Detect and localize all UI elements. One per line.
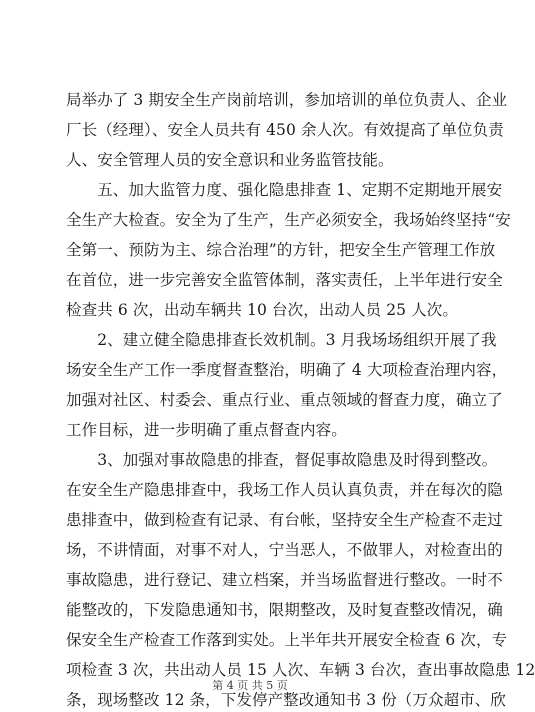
body-line-21: 条，现场整改 12 条，下发停产整改通知书 3 份（万众超市、欣	[66, 691, 506, 709]
body-line-10: 场安全生产工作一季度督查整治，明确了 4 大项检查治理内容，	[66, 361, 508, 379]
body-line-16: 场，不讲情面，对事不对人，宁当恶人，不做罪人，对检查出的	[66, 541, 503, 559]
body-line-13: 3、加强对事故隐患的排查，督促事故隐患及时得到整改。	[66, 451, 498, 469]
body-line-12: 工作目标，进一步明确了重点督查内容。	[66, 421, 347, 439]
body-line-5: 全生产大检查。安全为了生产，生产必须安全，我场始终坚持“安	[66, 211, 511, 229]
body-line-19: 保安全生产检查工作落到实处。上半年共开展安全检查 6 次，专	[66, 631, 508, 649]
body-line-3: 人、安全管理人员的安全意识和业务监管技能。	[66, 151, 394, 169]
body-line-6: 全第一、预防为主、综合治理”的方针，把安全生产管理工作放	[66, 241, 496, 259]
body-line-9: 2、建立健全隐患排查长效机制。3 月我场场组织开展了我	[66, 331, 497, 349]
body-line-7: 在首位，进一步完善安全监管体制，落实责任，上半年进行安全	[66, 271, 503, 289]
body-line-1: 局举办了 3 期安全生产岗前培训，参加培训的单位负责人、企业	[66, 91, 508, 109]
body-line-4: 五、加大监管力度、强化隐患排查 1、定期不定期地开展安	[66, 181, 503, 199]
body-line-14: 在安全生产隐患排查中，我场工作人员认真负责，并在每次的隐	[66, 481, 503, 499]
body-line-2: 厂长（经理）、安全人员共有 450 余人次。有效提高了单位负责	[66, 121, 504, 139]
body-line-15: 患排查中，做到检查有记录、有台帐，坚持安全生产检查不走过	[66, 511, 503, 529]
body-line-17: 事故隐患，进行登记、建立档案，并当场监督进行整改。一时不	[66, 571, 503, 589]
body-line-11: 加强对社区、村委会、重点行业、重点领域的督查力度，确立了	[66, 391, 503, 409]
page-footer: 第 4 页 共 5 页	[212, 679, 288, 692]
body-line-18: 能整改的，下发隐患通知书，限期整改，及时复查整改情况，确	[66, 601, 503, 619]
body-line-8: 检查共 6 次，出动车辆共 10 台次，出动人员 25 人次。	[66, 301, 458, 319]
body-line-20: 项检查 3 次，共出动人员 15 人次、车辆 3 台次，查出事故隐患 12	[66, 661, 535, 679]
